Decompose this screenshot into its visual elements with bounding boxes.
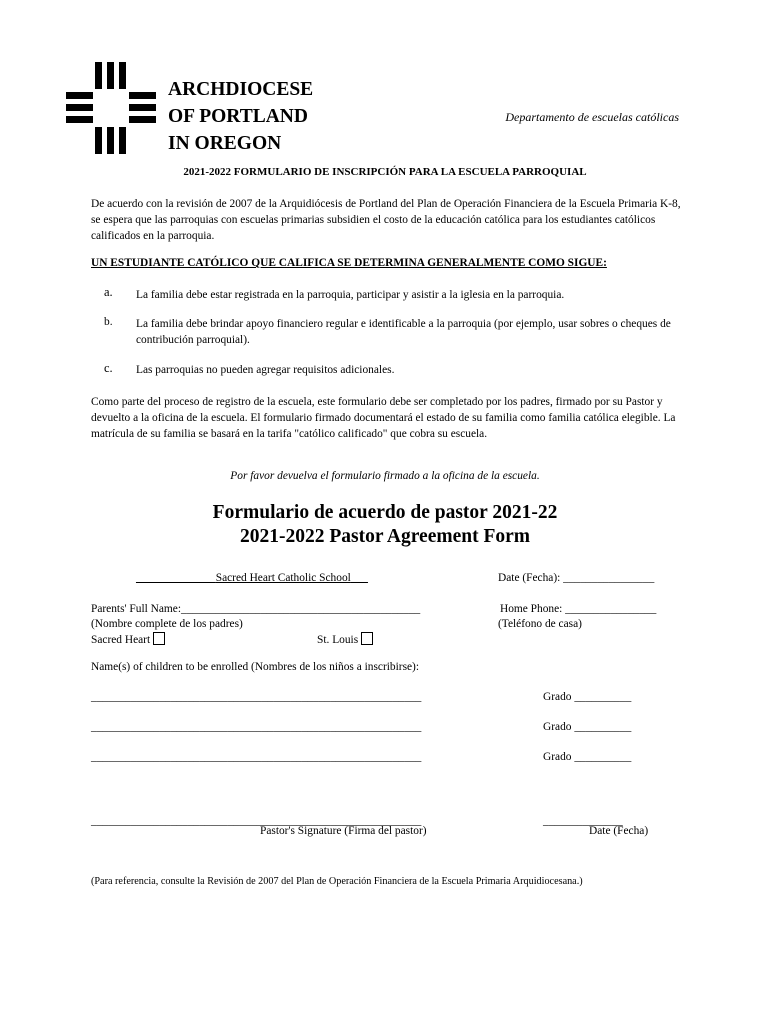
criteria-label-a: a.: [104, 285, 113, 299]
child-name-line-3[interactable]: __________________________________________________________: [91, 751, 422, 763]
child-name-line-2[interactable]: __________________________________________________________: [91, 721, 422, 733]
org-line-2: OF PORTLAND: [168, 106, 308, 127]
criteria-heading: UN ESTUDIANTE CATÓLICO QUE CALIFICA SE DETERMINA GENERALMENTE COMO SIGUE:: [91, 257, 607, 269]
org-line-1: ARCHDIOCESE: [168, 79, 314, 100]
grado-field-1[interactable]: Grado __________: [543, 691, 632, 703]
process-paragraph: Como parte del proceso de registro de la escuela, este formulario debe ser completado por los padres, firmado por su Pastor y devuelto a la oficina de la escuela. El formulario firmado documentará el estado de su familia como familia católica elegible. La matrícula de su familia se basará en la tarifa "católico calificado" que cobra su escuela.: [91, 396, 676, 440]
school-name: Sacred Heart Catholic School: [215, 572, 351, 584]
criteria-item-a: La familia debe estar registrada en la parroquia, participar y asistir a la iglesia en la parroquia.: [136, 289, 565, 301]
parents-name-field[interactable]: Parents' Full Name:__________________________________________: [91, 603, 421, 615]
parish-option-st-louis[interactable]: [317, 632, 373, 646]
org-line-3: IN OREGON: [168, 133, 282, 154]
criteria-label-c: c.: [104, 361, 113, 375]
parish-option-sacred-heart-label: Sacred Heart: [91, 634, 151, 646]
parish-option-st-louis-label: St. Louis: [317, 634, 359, 646]
school-prefix-line: ______________: [136, 572, 216, 584]
parish-option-sacred-heart[interactable]: [91, 632, 165, 646]
signature-date-line[interactable]: ______________: [543, 815, 623, 827]
children-label: Name(s) of children to be enrolled (Nombres de los niños a inscribirse):: [91, 661, 420, 673]
form-title: 2021-2022 FORMULARIO DE INSCRIPCIÓN PARA LA ESCUELA PARROQUIAL: [183, 166, 587, 178]
home-phone-field[interactable]: Home Phone: ________________: [500, 603, 657, 615]
return-note: Por favor devuelva el formulario firmado a la oficina de la escuela.: [230, 470, 540, 482]
criteria-item-c: Las parroquias no pueden agregar requisitos adicionales.: [136, 364, 395, 376]
child-name-line-1[interactable]: __________________________________________________________: [91, 691, 422, 703]
sacred-heart-checkbox[interactable]: [153, 632, 165, 645]
agreement-title-es: Formulario de acuerdo de pastor 2021-22: [212, 502, 558, 523]
criteria-label-b: b.: [104, 316, 113, 328]
school-suffix-line: ___: [350, 572, 368, 584]
date-field[interactable]: Date (Fecha): ________________: [498, 572, 655, 584]
criteria-item-b: La familia debe brindar apoyo financiero regular e identificable a la parroquia (por ejemplo, usar sobres o cheques de contribución parroquial).: [136, 318, 671, 346]
st-louis-checkbox[interactable]: [361, 632, 373, 645]
pastor-signature-line[interactable]: __________________________________________________________: [91, 815, 422, 827]
signature-date-label: Date (Fecha): [589, 825, 649, 837]
grado-field-3[interactable]: Grado __________: [543, 751, 632, 763]
agreement-title-en: 2021-2022 Pastor Agreement Form: [239, 526, 531, 547]
intro-paragraph: De acuerdo con la revisión de 2007 de la Arquidiócesis de Portland del Plan de Operación Financiera de la Escuela Primaria K-8, se espera que las parroquias con escuelas primarias subsidien el costo de la educación católica para los estudiantes católicos calificados en la parroquia.: [91, 198, 681, 242]
organization-name: [168, 76, 313, 157]
grado-field-2[interactable]: Grado __________: [543, 721, 632, 733]
department-name: Departamento de escuelas católicas: [505, 110, 679, 124]
pastor-signature-label: Pastor's Signature (Firma del pastor): [260, 825, 427, 837]
parents-name-label-es: (Nombre complete de los padres): [91, 618, 243, 630]
home-phone-label-es: (Teléfono de casa): [498, 618, 582, 630]
reference-note: (Para referencia, consulte la Revisión de 2007 del Plan de Operación Financiera de la Escuela Primaria Arquidiocesana.): [91, 876, 583, 887]
school-field[interactable]: [136, 572, 368, 584]
archdiocese-cross-logo-icon: [66, 62, 156, 154]
